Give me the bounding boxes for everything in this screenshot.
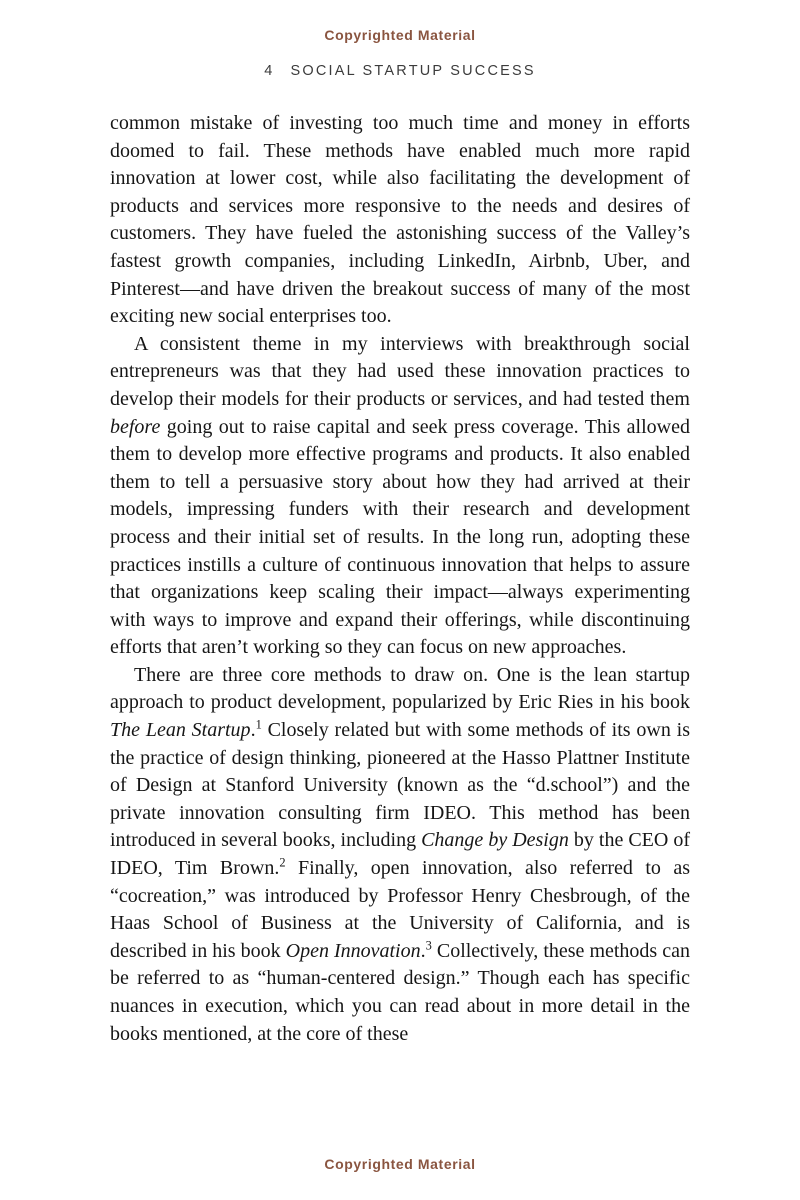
running-title: SOCIAL STARTUP SUCCESS	[290, 63, 536, 79]
footnote-marker: 3	[425, 938, 432, 953]
page-header	[0, 63, 800, 79]
text-run: There are three core methods to draw on. One is the lean startup approach to product development, popularized by Eric Ries in his book	[110, 663, 690, 714]
page-number: 4	[264, 63, 275, 79]
page-body	[110, 110, 690, 1048]
copyright-notice-bottom: Copyrighted Material	[324, 1156, 476, 1172]
text-run: Collectively, these methods can be referred to as “human-centered design.” Though each has specific nuances in execution, which you can read about in more detail in the books mentioned, at the core of these	[110, 939, 690, 1045]
paragraph	[110, 110, 690, 331]
paragraph	[110, 662, 690, 1048]
copyright-notice-top: Copyrighted Material	[324, 27, 476, 43]
italic-text: before	[110, 415, 161, 438]
text-run: .	[420, 939, 426, 962]
footnote-marker: 1	[255, 717, 262, 732]
italic-text: Open Innovation	[285, 939, 421, 962]
italic-text: Change by Design	[421, 829, 569, 852]
italic-text: The Lean Startup	[110, 719, 251, 742]
text-run: by the CEO of IDEO, Tim Brown.	[110, 829, 691, 880]
text-run: going out to raise capital and seek press coverage. This allowed them to develop more effective programs and products. It also enabled them to tell a persuasive story about how they had arrived at their models, impressing funders with their research and development process and their initial set of results. In the long run, adopting these practices instills a culture of continuous innovation that helps to assure that organizations keep scaling their impact—always experimenting with ways to improve and expand their offerings, while discontinuing efforts that aren’t working so they can focus on new approaches.	[110, 415, 690, 659]
footnote-marker: 2	[279, 855, 286, 870]
text-run: A consistent theme in my interviews with breakthrough social entrepreneurs was that they had used these innovation practices to develop their models for their products or services, and had tested them	[110, 332, 690, 410]
text-run: Finally, open innovation, also referred to as “cocreation,” was introduced by Professor Henry Chesbrough, of the Haas School of Business at the University of California, and is described in his book	[110, 857, 690, 962]
text-run: .	[250, 719, 256, 742]
paragraph	[110, 331, 690, 662]
text-run: Closely related but with some methods of its own is the practice of design thinking, pioneered at the Hasso Plattner Institute of Design at Stanford University (known as the “d.school”) and the private innovation consulting firm IDEO. This method has been introduced in several books, including	[110, 719, 690, 852]
text-run: common mistake of investing too much time and money in efforts doomed to fail. These methods have enabled much more rapid innovation at lower cost, while also facilitating the development of products and services more responsive to the needs and desires of customers. They have fueled the astonishing success of the Valley’s fastest growth companies, including LinkedIn, Airbnb, Uber, and Pinterest—and have driven the breakout success of many of the most exciting new social enterprises too.	[110, 112, 690, 328]
